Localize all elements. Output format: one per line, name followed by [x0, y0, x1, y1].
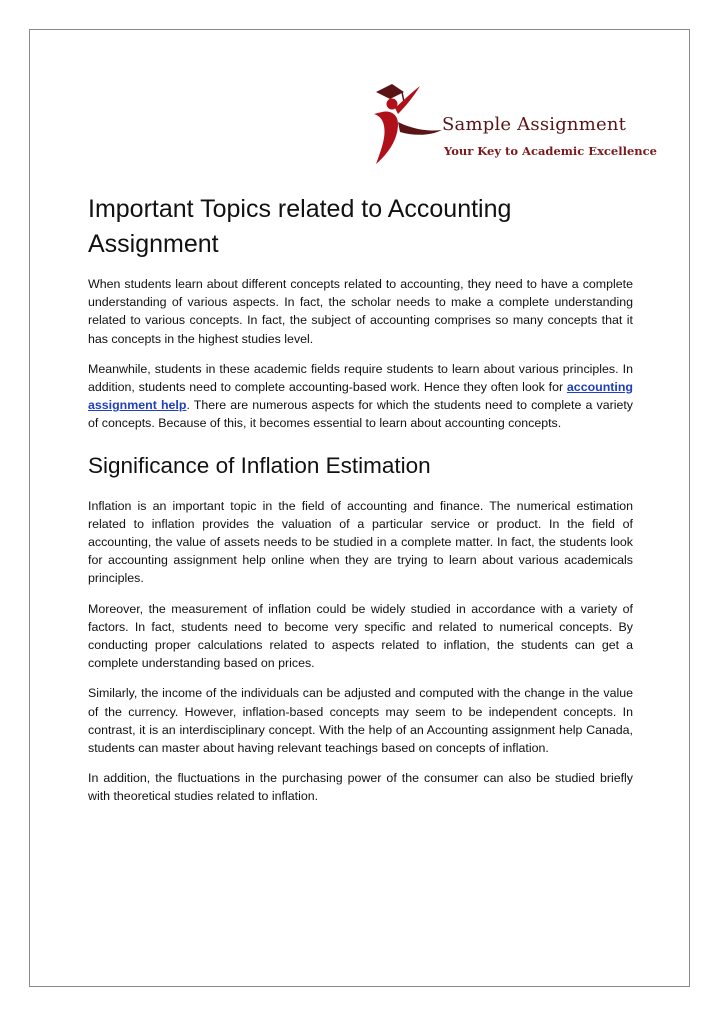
accounting-assignment-help-link[interactable]: accounting assignment help [88, 380, 633, 413]
sample-assignment-logo [368, 78, 657, 168]
section2-heading: Significance of Inflation Estimation [88, 452, 431, 478]
section2-paragraph-3: Similarly, the income of the individuals can be adjusted and computed with the change in the value of the currency. However, inflation-based concepts may seem to be independent concepts. In contrast, it is an interdisciplinary concept. With the help of an Accounting assignment help Canada, students can master about having relevant teachings based on concepts of inflation. [88, 686, 633, 756]
paragraph-text: Meanwhile, students in these academic fields require students to learn about various principles. In addition, students need to complete accounting-based work. Hence they often look for [88, 361, 633, 395]
section2-paragraph-4: In addition, the fluctuations in the purchasing power of the consumer can also be studied briefly with theoretical studies related to inflation. [88, 771, 633, 804]
section2-paragraph-2: Moreover, the measurement of inflation could be widely studied in accordance with a variety of factors. In fact, students need to become very specific and related to numerical concepts. By conducting proper calculations related to aspects related to inflation, the students can get a complete understanding based on prices. [88, 601, 633, 671]
graduate-figure-icon [368, 78, 448, 168]
section1-paragraph-2 [88, 360, 633, 433]
document-title: Important Topics related to Accounting Assignment [88, 195, 512, 258]
section2-paragraph-1: Inflation is an important topic in the field of accounting and finance. The numerical estimation related to inflation provides the valuation of a particular service or product. In the field of accounting, the value of assets needs to be studied in a complete matter. In fact, the students look for accounting assignment help online when they are trying to learn about various academicals principles. [88, 498, 633, 586]
section1-paragraph-1: When students learn about different concepts related to accounting, they need to have a complete understanding of various aspects. In fact, the scholar needs to make a complete understanding related to various concepts. In fact, the subject of accounting comprises so many concepts that it has concepts in the highest studies level. [88, 277, 633, 346]
paragraph-text: . There are numerous aspects for which the students need to complete a variety of concepts. Because of this, it becomes essential to learn about accounting concepts. [88, 398, 633, 431]
logo-name: Sample Assignment [442, 114, 627, 135]
document-body [88, 190, 633, 818]
logo-tagline: Your Key to Academic Excellence [444, 144, 657, 158]
